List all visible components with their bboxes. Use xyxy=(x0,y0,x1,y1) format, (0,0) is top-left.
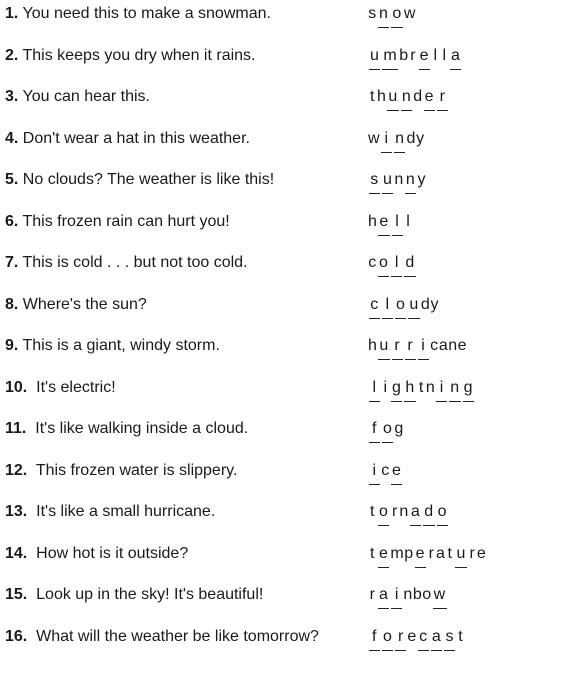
given-letter: d xyxy=(406,129,416,147)
item-number: 1. xyxy=(5,5,19,22)
given-letter: t xyxy=(447,544,453,562)
filled-blank-letter: o xyxy=(395,292,406,319)
answer-word xyxy=(368,209,413,235)
item-number: 15. xyxy=(5,586,28,603)
worksheet-row xyxy=(0,624,564,650)
worksheet-row xyxy=(0,333,564,359)
filled-blank-letter: e xyxy=(378,541,389,568)
item-number: 2. xyxy=(5,46,19,64)
answer-word xyxy=(368,84,449,110)
filled-blank-letter: i xyxy=(391,582,402,609)
filled-blank-letter: g xyxy=(391,375,402,402)
filled-blank-letter: i xyxy=(369,458,380,485)
given-letter: d xyxy=(420,295,431,313)
filled-blank-letter: e xyxy=(415,541,426,568)
clue-sentence: This frozen rain can hurt you! xyxy=(18,212,230,230)
item-number: 10. xyxy=(5,378,28,396)
filled-blank-letter: n xyxy=(449,375,460,402)
given-letter: w xyxy=(368,129,381,147)
given-letter: o xyxy=(422,586,432,603)
clue-text xyxy=(5,582,263,608)
given-letter: e xyxy=(457,337,468,354)
given-letter: c xyxy=(430,337,439,354)
filled-blank-letter: o xyxy=(378,250,389,277)
filled-blank-letter: n xyxy=(378,1,389,28)
filled-blank-letter: f xyxy=(369,416,380,443)
given-letter: m xyxy=(390,544,405,562)
answer-word xyxy=(368,126,425,152)
answer-word xyxy=(368,458,403,484)
filled-blank-letter: a xyxy=(431,624,442,651)
clue-sentence: No clouds? The weather is like this! xyxy=(18,171,275,188)
given-letter: a xyxy=(436,544,446,562)
worksheet-row xyxy=(0,167,564,193)
given-letter: c xyxy=(368,254,377,271)
clue-sentence: It's like a small hurricane. xyxy=(27,503,216,520)
given-letter: h xyxy=(368,337,378,354)
filled-blank-letter: n xyxy=(394,126,405,153)
given-letter: p xyxy=(404,544,414,562)
clue-text xyxy=(5,209,230,235)
worksheet-row xyxy=(0,209,564,235)
item-number: 3. xyxy=(5,88,19,105)
clue-text xyxy=(5,333,220,359)
item-number: 9. xyxy=(5,337,19,354)
clue-text xyxy=(5,43,256,69)
answer-word xyxy=(368,541,486,567)
filled-blank-letter: u xyxy=(378,333,389,360)
given-letter: i xyxy=(383,378,388,396)
worksheet-row xyxy=(0,84,564,110)
item-number: 16. xyxy=(5,627,28,645)
worksheet-row xyxy=(0,541,564,567)
answer-word xyxy=(368,292,439,318)
clue-sentence: What will the weather be like tomorrow? xyxy=(27,627,319,645)
given-letter: r xyxy=(410,46,417,64)
clue-sentence: Look up in the sky! It's beautiful! xyxy=(27,586,264,603)
given-letter: l xyxy=(406,212,411,230)
filled-blank-letter: l xyxy=(382,292,393,319)
given-letter: c xyxy=(381,461,390,479)
answer-word xyxy=(368,375,475,401)
item-number: 5. xyxy=(5,171,19,188)
given-letter: y xyxy=(430,295,439,313)
answer-word xyxy=(368,582,448,608)
filled-blank-letter: o xyxy=(378,499,389,526)
given-letter: b xyxy=(412,586,423,603)
filled-blank-letter: c xyxy=(369,292,380,319)
filled-blank-letter: d xyxy=(404,250,415,277)
clue-text xyxy=(5,292,147,318)
given-letter: n xyxy=(425,378,436,396)
clue-text xyxy=(5,499,215,525)
filled-blank-letter: r xyxy=(395,624,406,651)
given-letter: l xyxy=(433,46,438,64)
filled-blank-letter: o xyxy=(391,1,402,28)
filled-blank-letter: r xyxy=(392,333,403,360)
filled-blank-letter: d xyxy=(423,499,434,526)
filled-blank-letter: u xyxy=(369,43,380,70)
filled-blank-letter: n xyxy=(405,167,416,194)
answer-word xyxy=(368,250,417,276)
item-number: 13. xyxy=(5,503,28,520)
answer-word xyxy=(368,1,416,27)
filled-blank-letter: i xyxy=(436,375,447,402)
given-letter: g xyxy=(394,420,404,437)
filled-blank-letter: g xyxy=(463,375,474,402)
given-letter: r xyxy=(428,544,435,562)
given-letter: y xyxy=(416,129,425,147)
filled-blank-letter: o xyxy=(437,499,448,526)
filled-blank-letter: l xyxy=(369,375,380,402)
filled-blank-letter: r xyxy=(405,333,416,360)
given-letter: h xyxy=(377,88,387,105)
clue-sentence: You need this to make a snowman. xyxy=(18,5,271,22)
given-letter: n xyxy=(399,503,409,520)
given-letter: t xyxy=(370,544,375,562)
given-letter: t xyxy=(458,627,464,645)
given-letter: e xyxy=(407,627,417,645)
clue-sentence: It's like walking inside a cloud. xyxy=(26,420,249,437)
answer-word xyxy=(368,333,467,359)
given-letter: a xyxy=(438,337,449,354)
given-letter: r xyxy=(469,544,476,562)
given-letter: d xyxy=(413,88,423,105)
clue-sentence: This is cold . . . but not too cold. xyxy=(18,254,248,271)
given-letter: t xyxy=(370,88,375,105)
clue-text xyxy=(5,84,150,110)
given-letter: n xyxy=(403,586,413,603)
worksheet-row xyxy=(0,250,564,276)
item-number: 6. xyxy=(5,212,19,230)
filled-blank-letter: h xyxy=(404,375,415,402)
worksheet-row xyxy=(0,43,564,69)
clue-text xyxy=(5,624,319,650)
filled-blank-letter: e xyxy=(391,458,402,485)
answer-word xyxy=(368,167,426,193)
clue-sentence: You can hear this. xyxy=(18,88,150,105)
answer-word xyxy=(368,43,462,69)
item-number: 4. xyxy=(5,129,19,147)
filled-blank-letter: u xyxy=(387,84,398,111)
answer-word xyxy=(368,416,404,442)
given-letter: t xyxy=(370,503,375,520)
clue-text xyxy=(5,126,250,152)
filled-blank-letter: n xyxy=(401,84,412,111)
clue-sentence: This is a giant, windy storm. xyxy=(18,337,220,354)
clue-text xyxy=(5,375,116,401)
given-letter: r xyxy=(391,503,398,520)
filled-blank-letter: u xyxy=(408,292,419,319)
given-letter: t xyxy=(418,378,424,396)
clue-text xyxy=(5,1,271,27)
filled-blank-letter: o xyxy=(382,416,393,443)
filled-blank-letter: r xyxy=(437,84,448,111)
filled-blank-letter: u xyxy=(455,541,466,568)
worksheet-row xyxy=(0,375,564,401)
given-letter: r xyxy=(369,586,376,603)
given-letter: s xyxy=(368,5,377,22)
given-letter: n xyxy=(394,171,404,188)
clue-sentence: It's electric! xyxy=(27,378,116,396)
filled-blank-letter: i xyxy=(381,126,392,153)
item-number: 12. xyxy=(5,461,28,479)
given-letter: n xyxy=(448,337,458,354)
clue-text xyxy=(5,250,248,276)
worksheet-row xyxy=(0,292,564,318)
answer-word xyxy=(368,624,465,650)
filled-blank-letter: m xyxy=(382,43,398,70)
filled-blank-letter: e xyxy=(378,209,389,236)
given-letter: h xyxy=(368,212,378,230)
given-letter: e xyxy=(476,544,487,562)
filled-blank-letter: u xyxy=(382,167,393,194)
answer-word xyxy=(368,499,449,525)
filled-blank-letter: a xyxy=(450,43,461,70)
filled-blank-letter: f xyxy=(369,624,380,651)
clue-text xyxy=(5,416,248,442)
worksheet-row xyxy=(0,458,564,484)
clue-text xyxy=(5,541,188,567)
filled-blank-letter: a xyxy=(378,582,389,609)
filled-blank-letter: i xyxy=(418,333,429,360)
item-number: 11. xyxy=(5,420,27,437)
clue-text xyxy=(5,167,274,193)
worksheet-row xyxy=(0,582,564,608)
clue-sentence: This keeps you dry when it rains. xyxy=(18,46,256,64)
item-number: 14. xyxy=(5,544,28,562)
filled-blank-letter: s xyxy=(369,167,380,194)
item-number: 7. xyxy=(5,254,19,271)
worksheet-row xyxy=(0,1,564,27)
clue-sentence: Where's the sun? xyxy=(18,295,147,313)
worksheet-row xyxy=(0,416,564,442)
given-letter: w xyxy=(403,5,416,22)
filled-blank-letter: l xyxy=(391,250,402,277)
filled-blank-letter: w xyxy=(433,582,447,609)
given-letter: b xyxy=(399,46,409,64)
filled-blank-letter: e xyxy=(419,43,430,70)
given-letter: y xyxy=(417,171,426,188)
clue-text xyxy=(5,458,237,484)
worksheet-row xyxy=(0,126,564,152)
filled-blank-letter: o xyxy=(382,624,393,651)
clue-sentence: Don't wear a hat in this weather. xyxy=(18,129,250,147)
filled-blank-letter: l xyxy=(392,209,403,236)
filled-blank-letter: s xyxy=(444,624,455,651)
filled-blank-letter: a xyxy=(410,499,421,526)
filled-blank-letter: e xyxy=(424,84,435,111)
filled-blank-letter: c xyxy=(418,624,429,651)
given-letter: l xyxy=(442,46,447,64)
clue-sentence: How hot is it outside? xyxy=(27,544,189,562)
clue-sentence: This frozen water is slippery. xyxy=(27,461,238,479)
item-number: 8. xyxy=(5,295,19,313)
worksheet-row xyxy=(0,499,564,525)
